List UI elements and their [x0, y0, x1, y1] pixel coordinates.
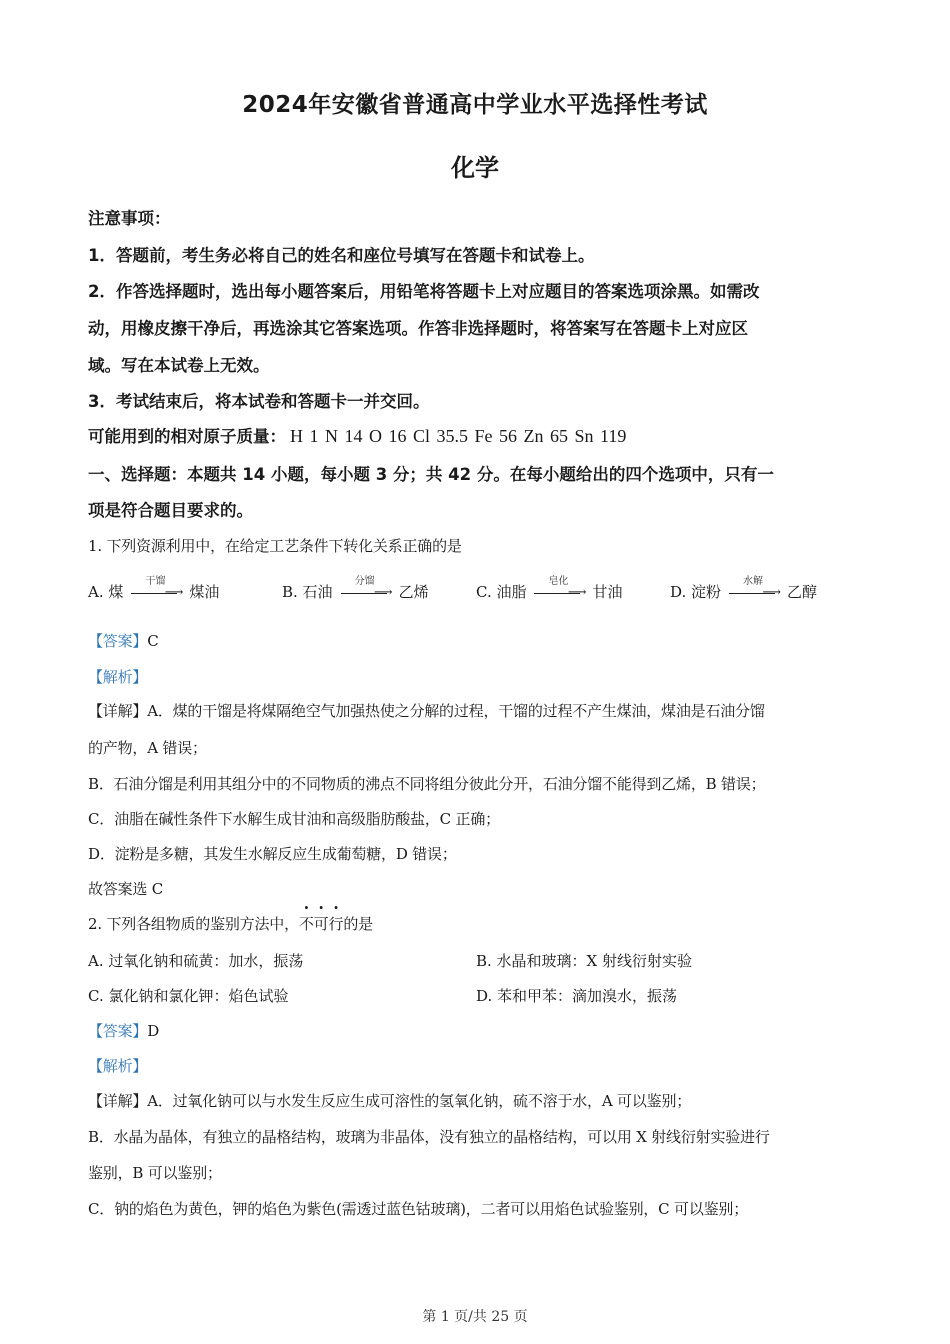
q2-stem: [88, 913, 373, 934]
q1-option-c-reactant: C. 油脂: [476, 583, 527, 601]
q2-option-c: C. 氯化钠和氯化钾：焰色试验: [88, 987, 289, 1005]
exam-title: 2024年安徽省普通高中学业水平选择性考试: [242, 92, 708, 118]
instruction-2-line-2: 动，用橡皮擦干净后，再选涂其它答案选项。作答非选择题时，将答案写在答题卡上对应区: [88, 319, 748, 338]
page-number: 第 1 页/共 25 页: [422, 1309, 528, 1325]
atomic-masses-values: H 1 N 14 O 16 Cl 35.5 Fe 56 Zn 65 Sn 119: [290, 426, 627, 446]
q1-detail-line-2: 的产物，A 错误；: [88, 739, 207, 757]
q1-option-b-product: 乙烯: [398, 583, 429, 601]
q1-detail-line-1: [88, 700, 765, 721]
q1-option-c-condition: 皂化: [548, 576, 569, 587]
q1-option-d-product: 乙醇: [787, 583, 818, 601]
reaction-arrow-icon: 干馏 ⟶: [131, 584, 183, 602]
q1-option-a: [88, 576, 220, 602]
q1-detail-line-3: B．石油分馏是利用其组分中的不同物质的沸点不同将组分彼此分开，石油分馏不能得到乙烯，B 错误；: [88, 775, 766, 793]
section-heading-line-1: 一、选择题：本题共 14 小题，每小题 3 分；共 42 分。在每小题给出的四个选项中，只有一: [88, 465, 774, 484]
reaction-arrow-icon: 分馏 ⟶: [341, 584, 393, 602]
instruction-1: 1．答题前，考生务必将自己的姓名和座位号填写在答题卡和试卷上。: [88, 246, 595, 265]
instruction-2-line-3: 域。写在本试卷上无效。: [88, 356, 270, 375]
detail-tag: 【详解】: [88, 702, 148, 720]
instruction-2-line-1: 2．作答选择题时，选出每小题答案后，用铅笔将答题卡上对应题目的答案选项涂黑。如需改: [88, 282, 760, 301]
q2-option-a: A. 过氧化钠和硫黄：加水，振荡: [88, 952, 304, 970]
q2-option-b: B. 水晶和玻璃：X 射线衍射实验: [476, 952, 693, 970]
q1-detail-text-1: A．煤的干馏是将煤隔绝空气加强热使之分解的过程，干馏的过程不产生煤油，煤油是石油分馏: [147, 702, 765, 720]
atomic-masses-label: 可能用到的相对原子质量：: [88, 427, 286, 446]
q1-option-d-reactant: D. 淀粉: [670, 583, 722, 601]
section-heading-line-2: 项是符合题目要求的。: [88, 501, 253, 520]
subject-title: 化学: [451, 154, 499, 182]
q1-option-a-product: 煤油: [189, 583, 220, 601]
q1-analysis-tag: 【解析】: [88, 668, 148, 686]
q1-option-b: [282, 576, 429, 602]
q1-answer: [88, 630, 158, 651]
q1-option-a-reactant: A. 煤: [88, 583, 124, 601]
q1-option-b-reactant: B. 石油: [282, 583, 333, 601]
q1-answer-value: C: [147, 632, 159, 650]
emphasis-dot-char: 可: [313, 915, 329, 933]
q1-option-d: [670, 576, 818, 602]
atomic-masses-line: [88, 423, 626, 447]
q2-stem-before: 2. 下列各组物质的鉴别方法中，: [88, 915, 299, 933]
instructions-heading: 注意事项：: [88, 209, 171, 228]
q2-detail-text-1: A．过氧化钠可以与水发生反应生成可溶性的氢氧化钠，硫不溶于水，A 可以鉴别；: [147, 1092, 692, 1110]
q2-stem-after: 的是: [343, 915, 373, 933]
q1-detail-line-5: D．淀粉是多糖，其发生水解反应生成葡萄糖，D 错误；: [88, 845, 457, 863]
q2-analysis-tag: 【解析】: [88, 1057, 148, 1075]
q1-option-c: [476, 576, 623, 602]
answer-tag: 【答案】: [88, 632, 148, 650]
instruction-3: 3．考试结束后，将本试卷和答题卡一并交回。: [88, 392, 430, 411]
q1-option-b-condition: 分馏: [354, 576, 375, 587]
reaction-arrow-icon: 水解 ⟶: [729, 584, 781, 602]
q1-conclusion: 故答案选 C: [88, 880, 164, 898]
emphasis-dot-char: 不: [298, 915, 314, 933]
q1-stem: 1. 下列资源利用中，在给定工艺条件下转化关系正确的是: [88, 537, 462, 555]
q1-detail-line-4: C．油脂在碱性条件下水解生成甘油和高级脂肪酸盐，C 正确；: [88, 810, 500, 828]
q2-detail-line-2: B．水晶为晶体，有独立的晶格结构，玻璃为非晶体，没有独立的晶格结构，可以用 X 射线衍射实验进行: [88, 1128, 770, 1146]
detail-tag: 【详解】: [88, 1092, 148, 1110]
q2-option-d: D. 苯和甲苯：滴加溴水，振荡: [476, 987, 678, 1005]
answer-tag: 【答案】: [88, 1022, 148, 1040]
q2-answer-value: D: [147, 1022, 160, 1040]
reaction-arrow-icon: 皂化 ⟶: [534, 584, 586, 602]
q2-detail-line-1: [88, 1090, 691, 1111]
q2-detail-line-3: 鉴别，B 可以鉴别；: [88, 1164, 222, 1182]
q1-option-d-condition: 水解: [743, 576, 764, 587]
emphasis-dot-char: 行: [328, 915, 344, 933]
q1-option-c-product: 甘油: [592, 583, 623, 601]
q2-detail-line-4: C．钠的焰色为黄色，钾的焰色为紫色(需透过蓝色钴玻璃)，二者可以用焰色试验鉴别，C 可以鉴别；: [88, 1200, 749, 1218]
q1-option-a-condition: 干馏: [145, 576, 166, 587]
q2-answer: [88, 1020, 159, 1041]
